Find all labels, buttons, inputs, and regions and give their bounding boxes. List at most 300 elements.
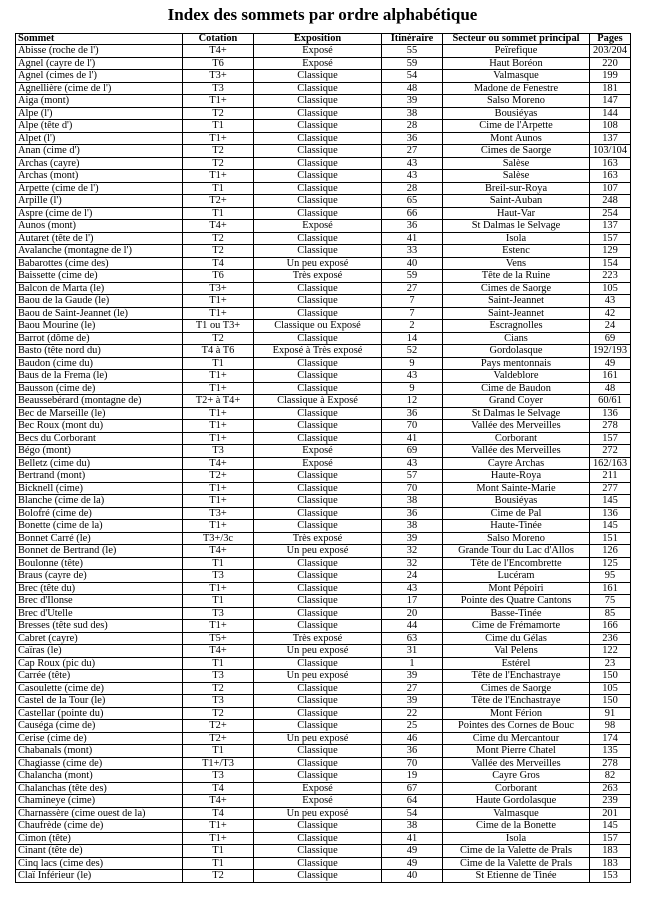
table-body	[16, 45, 631, 883]
cell-cotation: T1+	[183, 307, 254, 320]
cell-sommet: Cinq lacs (cime des)	[16, 857, 183, 870]
cell-secteur: Valdeblore	[443, 370, 590, 383]
cell-pages: 108	[590, 120, 631, 133]
table-row	[16, 445, 631, 458]
cell-exposition: Classique	[254, 520, 382, 533]
table-row	[16, 232, 631, 245]
cell-itineraire: 22	[382, 707, 443, 720]
cell-secteur: Salso Moreno	[443, 532, 590, 545]
cell-secteur: Valmasque	[443, 807, 590, 820]
cell-secteur: Tête de l'Enchastraye	[443, 670, 590, 683]
cell-cotation: T4	[183, 807, 254, 820]
cell-pages: 220	[590, 57, 631, 70]
table-row	[16, 282, 631, 295]
cell-sommet: Aunos (mont)	[16, 220, 183, 233]
header-sommet: Sommet	[16, 34, 183, 45]
cell-sommet: Claï Inférieur (le)	[16, 870, 183, 883]
cell-pages: 137	[590, 132, 631, 145]
cell-exposition: Classique	[254, 595, 382, 608]
cell-exposition: Classique	[254, 282, 382, 295]
cell-sommet: Bertrand (mont)	[16, 470, 183, 483]
cell-exposition: Exposé	[254, 795, 382, 808]
cell-sommet: Alpet (l')	[16, 132, 183, 145]
cell-pages: 49	[590, 357, 631, 370]
cell-sommet: Archas (mont)	[16, 170, 183, 183]
table-row	[16, 732, 631, 745]
cell-exposition: Classique	[254, 332, 382, 345]
cell-exposition: Classique	[254, 582, 382, 595]
cell-pages: 23	[590, 657, 631, 670]
cell-secteur: Salèse	[443, 170, 590, 183]
cell-itineraire: 2	[382, 320, 443, 333]
cell-cotation: T6	[183, 270, 254, 283]
cell-pages: 174	[590, 732, 631, 745]
cell-pages: 157	[590, 832, 631, 845]
cell-exposition: Exposé	[254, 445, 382, 458]
cell-secteur: Grand Coyer	[443, 395, 590, 408]
cell-exposition: Classique	[254, 557, 382, 570]
cell-secteur: Mont Férion	[443, 707, 590, 720]
cell-sommet: Baus de la Frema (le)	[16, 370, 183, 383]
cell-secteur: Vallée des Merveilles	[443, 757, 590, 770]
table-row	[16, 182, 631, 195]
cell-exposition: Classique à Exposé	[254, 395, 382, 408]
cell-cotation: T1+	[183, 170, 254, 183]
summits-index-table	[15, 33, 631, 883]
cell-sommet: Chamineye (cime)	[16, 795, 183, 808]
cell-itineraire: 33	[382, 245, 443, 258]
cell-sommet: Bec de Marseille (le)	[16, 407, 183, 420]
cell-pages: 105	[590, 282, 631, 295]
cell-sommet: Bolofré (cime de)	[16, 507, 183, 520]
cell-itineraire: 17	[382, 595, 443, 608]
cell-exposition: Classique	[254, 607, 382, 620]
cell-pages: 145	[590, 495, 631, 508]
cell-secteur: Cimes de Saorge	[443, 145, 590, 158]
cell-pages: 203/204	[590, 45, 631, 58]
cell-exposition: Classique	[254, 307, 382, 320]
cell-cotation: T1+	[183, 820, 254, 833]
cell-cotation: T1	[183, 657, 254, 670]
cell-exposition: Classique	[254, 232, 382, 245]
cell-itineraire: 32	[382, 557, 443, 570]
cell-pages: 154	[590, 257, 631, 270]
cell-secteur: Haute Gordolasque	[443, 795, 590, 808]
cell-cotation: T4+	[183, 45, 254, 58]
cell-sommet: Charnassère (cime ouest de la)	[16, 807, 183, 820]
table-row	[16, 820, 631, 833]
cell-itineraire: 28	[382, 182, 443, 195]
cell-exposition: Très exposé	[254, 270, 382, 283]
cell-pages: 248	[590, 195, 631, 208]
cell-itineraire: 43	[382, 370, 443, 383]
cell-secteur: Cayre Gros	[443, 770, 590, 783]
cell-itineraire: 43	[382, 170, 443, 183]
cell-pages: 166	[590, 620, 631, 633]
cell-cotation: T1	[183, 595, 254, 608]
cell-pages: 129	[590, 245, 631, 258]
table-row	[16, 170, 631, 183]
cell-pages: 161	[590, 582, 631, 595]
cell-exposition: Classique	[254, 95, 382, 108]
cell-itineraire: 36	[382, 132, 443, 145]
cell-pages: 144	[590, 107, 631, 120]
cell-itineraire: 28	[382, 120, 443, 133]
table-row	[16, 132, 631, 145]
cell-itineraire: 43	[382, 582, 443, 595]
cell-cotation: T4+	[183, 645, 254, 658]
cell-sommet: Chalanchas (tête des)	[16, 782, 183, 795]
table-row	[16, 45, 631, 58]
table-row	[16, 520, 631, 533]
cell-exposition: Classique	[254, 507, 382, 520]
cell-pages: 153	[590, 870, 631, 883]
page-title: Index des sommets par ordre alphabétique	[167, 5, 478, 24]
cell-cotation: T1+	[183, 295, 254, 308]
cell-secteur: Grande Tour du Lac d'Allos	[443, 545, 590, 558]
cell-secteur: St Etienne de Tinée	[443, 870, 590, 883]
cell-secteur: Cime du Gélas	[443, 632, 590, 645]
cell-exposition: Classique	[254, 695, 382, 708]
cell-sommet: Braus (cayre de)	[16, 570, 183, 583]
cell-itineraire: 12	[382, 395, 443, 408]
cell-pages: 147	[590, 95, 631, 108]
cell-secteur: St Dalmas le Selvage	[443, 220, 590, 233]
cell-pages: 145	[590, 820, 631, 833]
header-secteur: Secteur ou sommet principal	[443, 34, 590, 45]
table-row	[16, 757, 631, 770]
cell-sommet: Alpe (l')	[16, 107, 183, 120]
cell-exposition: Exposé	[254, 57, 382, 70]
cell-exposition: Classique	[254, 295, 382, 308]
cell-cotation: T1+	[183, 370, 254, 383]
cell-pages: 105	[590, 682, 631, 695]
cell-exposition: Un peu exposé	[254, 732, 382, 745]
cell-cotation: T3	[183, 570, 254, 583]
cell-itineraire: 39	[382, 532, 443, 545]
cell-sommet: Caïras (le)	[16, 645, 183, 658]
cell-pages: 69	[590, 332, 631, 345]
cell-secteur: St Dalmas le Selvage	[443, 407, 590, 420]
cell-pages: 136	[590, 507, 631, 520]
table-row	[16, 220, 631, 233]
cell-cotation: T1+	[183, 132, 254, 145]
cell-itineraire: 57	[382, 470, 443, 483]
cell-cotation: T2	[183, 145, 254, 158]
cell-itineraire: 7	[382, 295, 443, 308]
cell-secteur: Mont Pépoiri	[443, 582, 590, 595]
table-row	[16, 645, 631, 658]
cell-secteur: Pays mentonnais	[443, 357, 590, 370]
cell-exposition: Classique	[254, 470, 382, 483]
cell-exposition: Exposé	[254, 782, 382, 795]
cell-pages: 254	[590, 207, 631, 220]
table-header-row	[16, 34, 631, 45]
cell-itineraire: 36	[382, 407, 443, 420]
cell-itineraire: 32	[382, 545, 443, 558]
cell-exposition: Classique	[254, 107, 382, 120]
cell-sommet: Beaussebérard (montagne de)	[16, 395, 183, 408]
cell-pages: 199	[590, 70, 631, 83]
cell-itineraire: 67	[382, 782, 443, 795]
cell-cotation: T4+	[183, 795, 254, 808]
cell-itineraire: 66	[382, 207, 443, 220]
cell-exposition: Classique	[254, 182, 382, 195]
cell-cotation: T3	[183, 670, 254, 683]
table-row	[16, 82, 631, 95]
cell-cotation: T2	[183, 870, 254, 883]
cell-sommet: Autaret (tête de l')	[16, 232, 183, 245]
cell-cotation: T3+	[183, 282, 254, 295]
cell-cotation: T2+	[183, 732, 254, 745]
table-row	[16, 107, 631, 120]
table-row	[16, 457, 631, 470]
cell-itineraire: 36	[382, 507, 443, 520]
cell-pages: 150	[590, 695, 631, 708]
cell-cotation: T6	[183, 57, 254, 70]
cell-exposition: Classique	[254, 357, 382, 370]
cell-itineraire: 9	[382, 357, 443, 370]
cell-itineraire: 38	[382, 520, 443, 533]
cell-secteur: Cimes de Saorge	[443, 682, 590, 695]
cell-cotation: T5+	[183, 632, 254, 645]
cell-pages: 239	[590, 795, 631, 808]
table-row	[16, 570, 631, 583]
cell-pages: 75	[590, 595, 631, 608]
table-row	[16, 707, 631, 720]
cell-itineraire: 41	[382, 232, 443, 245]
cell-sommet: Cerise (cime de)	[16, 732, 183, 745]
cell-pages: 91	[590, 707, 631, 720]
cell-itineraire: 19	[382, 770, 443, 783]
header-pages: Pages	[590, 34, 631, 45]
table-row	[16, 607, 631, 620]
cell-pages: 181	[590, 82, 631, 95]
cell-pages: 42	[590, 307, 631, 320]
cell-itineraire: 59	[382, 270, 443, 283]
cell-sommet: Chagiasse (cime de)	[16, 757, 183, 770]
cell-secteur: Salso Moreno	[443, 95, 590, 108]
table-row	[16, 357, 631, 370]
cell-secteur: Cime de Baudon	[443, 382, 590, 395]
cell-pages: 183	[590, 845, 631, 858]
cell-pages: 211	[590, 470, 631, 483]
cell-cotation: T2	[183, 107, 254, 120]
cell-cotation: T1+	[183, 832, 254, 845]
table-row	[16, 245, 631, 258]
cell-exposition: Classique	[254, 145, 382, 158]
cell-cotation: T3	[183, 82, 254, 95]
cell-secteur: Saint-Auban	[443, 195, 590, 208]
cell-sommet: Cap Roux (pic du)	[16, 657, 183, 670]
cell-pages: 48	[590, 382, 631, 395]
cell-sommet: Balcon de Marta (le)	[16, 282, 183, 295]
cell-cotation: T2+	[183, 195, 254, 208]
cell-exposition: Classique	[254, 720, 382, 733]
cell-secteur: Bousiéyas	[443, 495, 590, 508]
cell-itineraire: 39	[382, 695, 443, 708]
cell-pages: 163	[590, 170, 631, 183]
cell-sommet: Carrée (tête)	[16, 670, 183, 683]
cell-pages: 236	[590, 632, 631, 645]
cell-pages: 85	[590, 607, 631, 620]
cell-itineraire: 52	[382, 345, 443, 358]
cell-pages: 137	[590, 220, 631, 233]
cell-exposition: Classique ou Exposé	[254, 320, 382, 333]
cell-sommet: Alpe (tête d')	[16, 120, 183, 133]
cell-exposition: Exposé	[254, 457, 382, 470]
cell-pages: 162/163	[590, 457, 631, 470]
cell-cotation: T4+	[183, 220, 254, 233]
cell-sommet: Bonnet Carré (le)	[16, 532, 183, 545]
cell-itineraire: 1	[382, 657, 443, 670]
cell-cotation: T3	[183, 770, 254, 783]
cell-cotation: T1+	[183, 482, 254, 495]
cell-cotation: T1	[183, 182, 254, 195]
cell-cotation: T1+	[183, 620, 254, 633]
cell-exposition: Classique	[254, 870, 382, 883]
cell-exposition: Classique	[254, 845, 382, 858]
table-row	[16, 207, 631, 220]
cell-exposition: Classique	[254, 657, 382, 670]
cell-exposition: Classique	[254, 857, 382, 870]
cell-pages: 145	[590, 520, 631, 533]
cell-exposition: Un peu exposé	[254, 670, 382, 683]
cell-cotation: T1+	[183, 495, 254, 508]
cell-cotation: T3+	[183, 507, 254, 520]
cell-exposition: Un peu exposé	[254, 645, 382, 658]
cell-cotation: T1	[183, 857, 254, 870]
cell-itineraire: 64	[382, 795, 443, 808]
cell-cotation: T1+/T3	[183, 757, 254, 770]
cell-pages: 125	[590, 557, 631, 570]
table-row	[16, 845, 631, 858]
cell-secteur: Isola	[443, 832, 590, 845]
cell-itineraire: 46	[382, 732, 443, 745]
cell-exposition: Un peu exposé	[254, 807, 382, 820]
cell-pages: 122	[590, 645, 631, 658]
table-row	[16, 620, 631, 633]
cell-secteur: Tête de la Ruine	[443, 270, 590, 283]
cell-itineraire: 43	[382, 157, 443, 170]
cell-secteur: Madone de Fenestre	[443, 82, 590, 95]
cell-itineraire: 54	[382, 807, 443, 820]
cell-itineraire: 63	[382, 632, 443, 645]
cell-pages: 277	[590, 482, 631, 495]
table-row	[16, 470, 631, 483]
cell-secteur: Haute-Tinée	[443, 520, 590, 533]
table-row	[16, 295, 631, 308]
cell-exposition: Très exposé	[254, 632, 382, 645]
cell-exposition: Classique	[254, 382, 382, 395]
cell-secteur: Cime du Mercantour	[443, 732, 590, 745]
cell-itineraire: 38	[382, 820, 443, 833]
cell-itineraire: 36	[382, 745, 443, 758]
cell-secteur: Escragnolles	[443, 320, 590, 333]
cell-itineraire: 70	[382, 757, 443, 770]
cell-pages: 183	[590, 857, 631, 870]
table-row	[16, 745, 631, 758]
cell-itineraire: 38	[382, 495, 443, 508]
table-row	[16, 857, 631, 870]
cell-pages: 278	[590, 420, 631, 433]
cell-cotation: T3	[183, 695, 254, 708]
cell-sommet: Baissette (cime de)	[16, 270, 183, 283]
cell-sommet: Aiga (mont)	[16, 95, 183, 108]
cell-pages: 157	[590, 232, 631, 245]
cell-secteur: Saint-Jeannet	[443, 295, 590, 308]
table-row	[16, 782, 631, 795]
cell-cotation: T2+	[183, 720, 254, 733]
cell-itineraire: 27	[382, 145, 443, 158]
cell-itineraire: 48	[382, 82, 443, 95]
table-row	[16, 582, 631, 595]
table-row	[16, 545, 631, 558]
cell-itineraire: 41	[382, 432, 443, 445]
cell-pages: 60/61	[590, 395, 631, 408]
cell-cotation: T1 ou T3+	[183, 320, 254, 333]
cell-sommet: Arpette (cime de l')	[16, 182, 183, 195]
cell-sommet: Castellar (pointe du)	[16, 707, 183, 720]
cell-exposition: Classique	[254, 832, 382, 845]
cell-itineraire: 38	[382, 107, 443, 120]
cell-itineraire: 27	[382, 682, 443, 695]
cell-sommet: Blanche (cime de la)	[16, 495, 183, 508]
cell-exposition: Classique	[254, 757, 382, 770]
cell-cotation: T4 à T6	[183, 345, 254, 358]
table-row	[16, 770, 631, 783]
cell-pages: 163	[590, 157, 631, 170]
table-row	[16, 395, 631, 408]
cell-pages: 107	[590, 182, 631, 195]
cell-pages: 43	[590, 295, 631, 308]
cell-secteur: Cians	[443, 332, 590, 345]
cell-sommet: Bégo (mont)	[16, 445, 183, 458]
cell-exposition: Classique	[254, 482, 382, 495]
cell-pages: 126	[590, 545, 631, 558]
cell-cotation: T2	[183, 707, 254, 720]
cell-secteur: Val Pelens	[443, 645, 590, 658]
cell-secteur: Cime de la Valette de Prals	[443, 857, 590, 870]
cell-sommet: Cinant (tête de)	[16, 845, 183, 858]
table-row	[16, 532, 631, 545]
table-row	[16, 370, 631, 383]
cell-sommet: Anan (cime d')	[16, 145, 183, 158]
cell-cotation: T4+	[183, 545, 254, 558]
cell-sommet: Avalanche (montagne de l')	[16, 245, 183, 258]
cell-sommet: Belletz (cime du)	[16, 457, 183, 470]
cell-pages: 82	[590, 770, 631, 783]
table-row	[16, 345, 631, 358]
cell-cotation: T4+	[183, 457, 254, 470]
cell-itineraire: 41	[382, 832, 443, 845]
cell-cotation: T1	[183, 557, 254, 570]
cell-secteur: Pointe des Quatre Cantons	[443, 595, 590, 608]
cell-secteur: Cime de l'Arpette	[443, 120, 590, 133]
table-row	[16, 807, 631, 820]
cell-sommet: Arpille (l')	[16, 195, 183, 208]
cell-secteur: Cime de la Valette de Prals	[443, 845, 590, 858]
cell-secteur: Mont Sainte-Marie	[443, 482, 590, 495]
cell-sommet: Bicknell (cime)	[16, 482, 183, 495]
cell-secteur: Estérel	[443, 657, 590, 670]
cell-cotation: T2	[183, 232, 254, 245]
cell-sommet: Bausson (cime de)	[16, 382, 183, 395]
cell-sommet: Boulonne (tête)	[16, 557, 183, 570]
cell-sommet: Basto (tête nord du)	[16, 345, 183, 358]
cell-pages: 192/193	[590, 345, 631, 358]
cell-exposition: Classique	[254, 745, 382, 758]
